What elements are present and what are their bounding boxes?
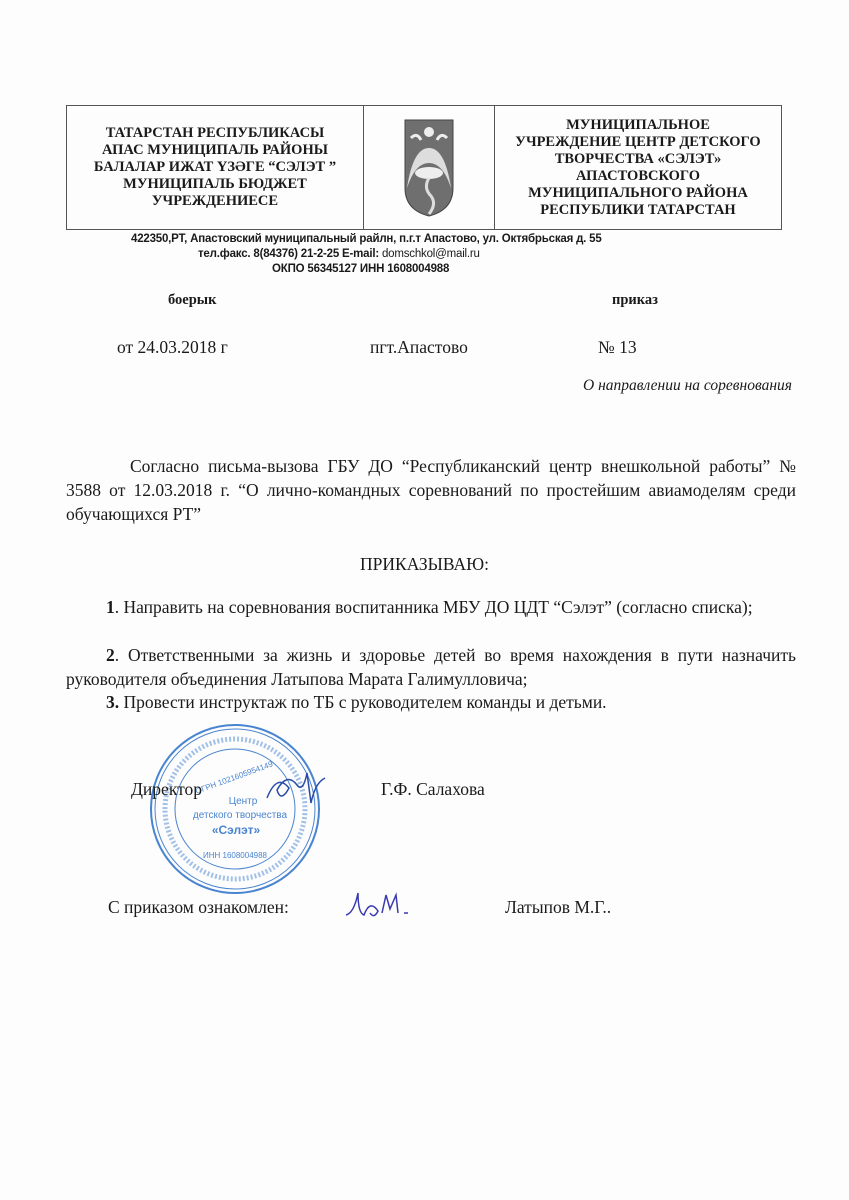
item-text: . Направить на соревнования воспитанника МБУ ДО ЦДТ “Сэлэт” (согласно списка); — [114, 597, 753, 617]
item-number: 1 — [106, 597, 115, 617]
contacts — [198, 248, 480, 260]
address: 422350,РТ, Апастовский муниципальный райлн, п.г.т Апастово, ул. Октябрьская д. 55 — [131, 233, 602, 245]
item-number: 3. — [106, 692, 120, 712]
item-number: 2 — [106, 645, 115, 665]
director-label: Директор — [131, 779, 203, 799]
acknowledgement-label: С приказом ознакомлен: — [108, 897, 289, 917]
order-heading: ПРИКАЗЫВАЮ: — [360, 554, 489, 574]
header-line: БАЛАЛАР ИЖАТ ҮЗӘГЕ “СЭЛЭТ ” — [93, 159, 337, 175]
header-line: АПАСТОВСКОГО — [575, 167, 701, 184]
order-item — [66, 643, 796, 691]
emblem-cell — [364, 106, 495, 229]
director-name: Г.Ф. Салахова — [381, 779, 485, 799]
header-line: МУНИЦИПАЛЬНОЕ — [566, 116, 710, 133]
header-line: АПАС МУНИЦИПАЛЬ РАЙОНЫ — [101, 142, 328, 158]
order-item — [66, 690, 796, 714]
stamp-ogrn: ОГРН 1021605954149 — [194, 759, 275, 796]
phone: тел.факс. 8(84376) 21-2-25 E-mail: — [198, 248, 382, 260]
letterhead-russian — [495, 106, 781, 229]
letterhead — [66, 105, 782, 230]
doc-number: № 13 — [598, 337, 637, 357]
stamp-text: Центр — [228, 796, 258, 807]
stamp-text: детского творчества — [192, 810, 288, 821]
order-item — [66, 595, 796, 619]
email-link[interactable]: domschkol@mail.ru — [381, 248, 480, 260]
item-text: Провести инструктаж по ТБ с руководителем команды и детьми. — [119, 692, 607, 712]
doc-type-russian: приказ — [612, 292, 658, 308]
intro-paragraph: Согласно письма-вызова ГБУ ДО “Республиканский центр внешкольной работы” № 3588 от 12.03.2018 г. “О лично-командных соревнований по простейшим авиамоделям среди обучающихся РТ” — [66, 456, 796, 524]
stamp-text: «Сэлэт» — [211, 823, 261, 837]
coat-of-arms-icon — [403, 118, 455, 218]
stamp-inn: ИНН 1608004988 — [202, 851, 268, 860]
header-line: УЧРЕЖДЕНИЕСЕ — [151, 193, 279, 209]
registry-codes: ОКПО 56345127 ИНН 1608004988 — [272, 263, 450, 275]
official-stamp — [148, 722, 322, 896]
item-text: . Ответственными за жизнь и здоровье детей во время нахождения в пути назначить руководителя объединения Латыпова Марата Галимулловича; — [66, 645, 796, 689]
acknowledgement-name: Латыпов М.Г.. — [505, 897, 612, 917]
header-line: МУНИЦИПАЛЬНОГО РАЙОНА — [528, 184, 748, 201]
header-line: УЧРЕЖДЕНИЕ ЦЕНТР ДЕТСКОГО — [515, 133, 761, 150]
header-line: ТАТАРСТАН РЕСПУБЛИКАСЫ — [105, 125, 325, 141]
doc-place: пгт.Апастово — [370, 337, 468, 357]
header-line: ТВОРЧЕСТВА «СЭЛЭТ» — [554, 150, 722, 167]
header-line: МУНИЦИПАЛЬ БЮДЖЕТ — [123, 176, 307, 192]
director-signature — [262, 768, 332, 808]
doc-subject: О направлении на соревнования — [583, 377, 792, 394]
doc-date: от 24.03.2018 г — [117, 337, 228, 357]
header-line: РЕСПУБЛИКИ ТАТАРСТАН — [540, 201, 736, 218]
letterhead-tatar — [67, 106, 364, 229]
doc-type-tatar: боерык — [168, 292, 217, 308]
acknowledgement-signature — [342, 885, 422, 925]
